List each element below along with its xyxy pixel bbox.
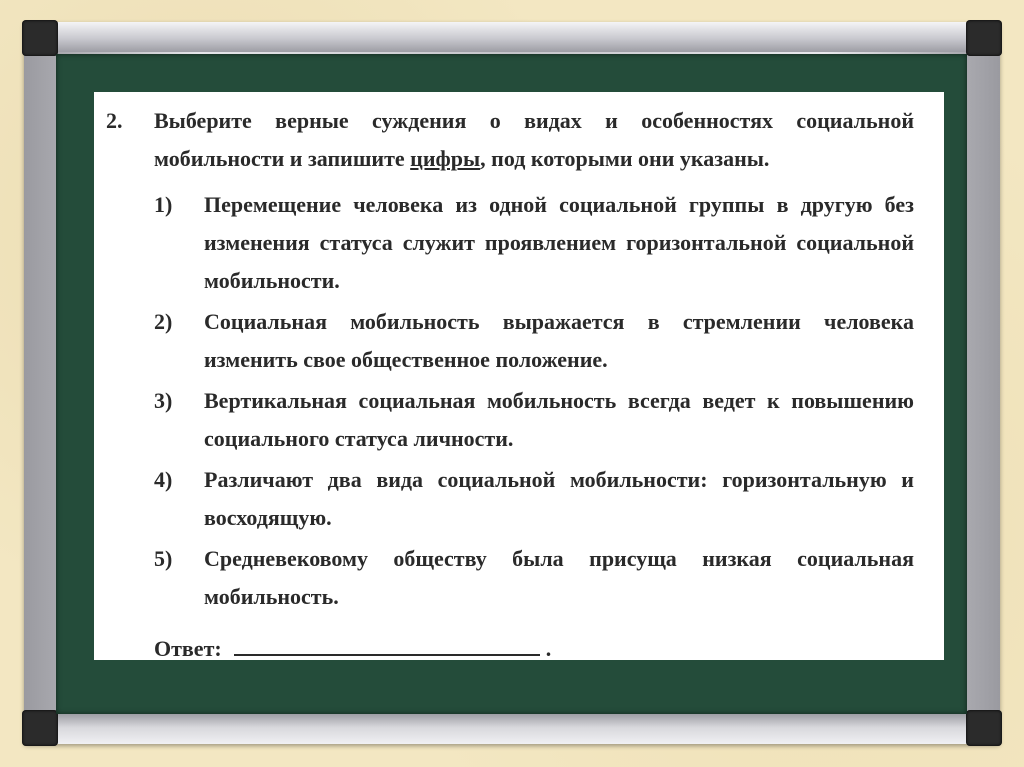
answer-blank[interactable] bbox=[234, 632, 540, 656]
option-number: 4) bbox=[154, 467, 173, 492]
option-number: 1) bbox=[154, 192, 173, 217]
option-number: 2) bbox=[154, 309, 173, 334]
frame-corner-top-right bbox=[966, 20, 1002, 56]
frame-corner-bottom-right bbox=[966, 710, 1002, 746]
option-text: Социальная мобильность выражается в стремлении человека изменить свое общественное положение. bbox=[204, 309, 914, 372]
option-text: Различают два вида социальной мобильности: горизонтальную и восходящую. bbox=[204, 467, 914, 530]
option-text: Перемещение человека из одной социальной группы в другую без изменения статуса служит проявлением горизонтальной социальной мобильности. bbox=[204, 192, 914, 293]
question-text-after: , под которыми они указаны. bbox=[480, 146, 770, 171]
option-1 bbox=[154, 186, 914, 300]
question-text bbox=[154, 102, 914, 178]
answer-terminator: . bbox=[545, 636, 552, 661]
option-5 bbox=[154, 540, 914, 616]
option-3 bbox=[154, 382, 914, 458]
option-2 bbox=[154, 303, 914, 379]
task-sheet bbox=[94, 92, 944, 660]
option-text: Средневековому обществу была присуща низкая социальная мобильность. bbox=[204, 546, 914, 609]
options-list bbox=[154, 186, 914, 616]
question bbox=[106, 102, 914, 178]
frame-bottom-rail bbox=[24, 714, 1000, 744]
answer-row bbox=[154, 630, 914, 668]
frame-corner-top-left bbox=[22, 20, 58, 56]
option-4 bbox=[154, 461, 914, 537]
answer-label: Ответ: bbox=[154, 636, 222, 661]
option-number: 5) bbox=[154, 546, 173, 571]
question-text-before: Выберите верные суждения о видах и особенностях социальной мобильности и запишите bbox=[154, 108, 914, 171]
frame-top-rail bbox=[24, 22, 1000, 52]
question-text-emphasis: цифры bbox=[410, 146, 481, 171]
question-number: 2. bbox=[106, 108, 123, 133]
option-text: Вертикальная социальная мобильность всегда ведет к повышению социального статуса личности. bbox=[204, 388, 914, 451]
option-number: 3) bbox=[154, 388, 173, 413]
frame-corner-bottom-left bbox=[22, 710, 58, 746]
